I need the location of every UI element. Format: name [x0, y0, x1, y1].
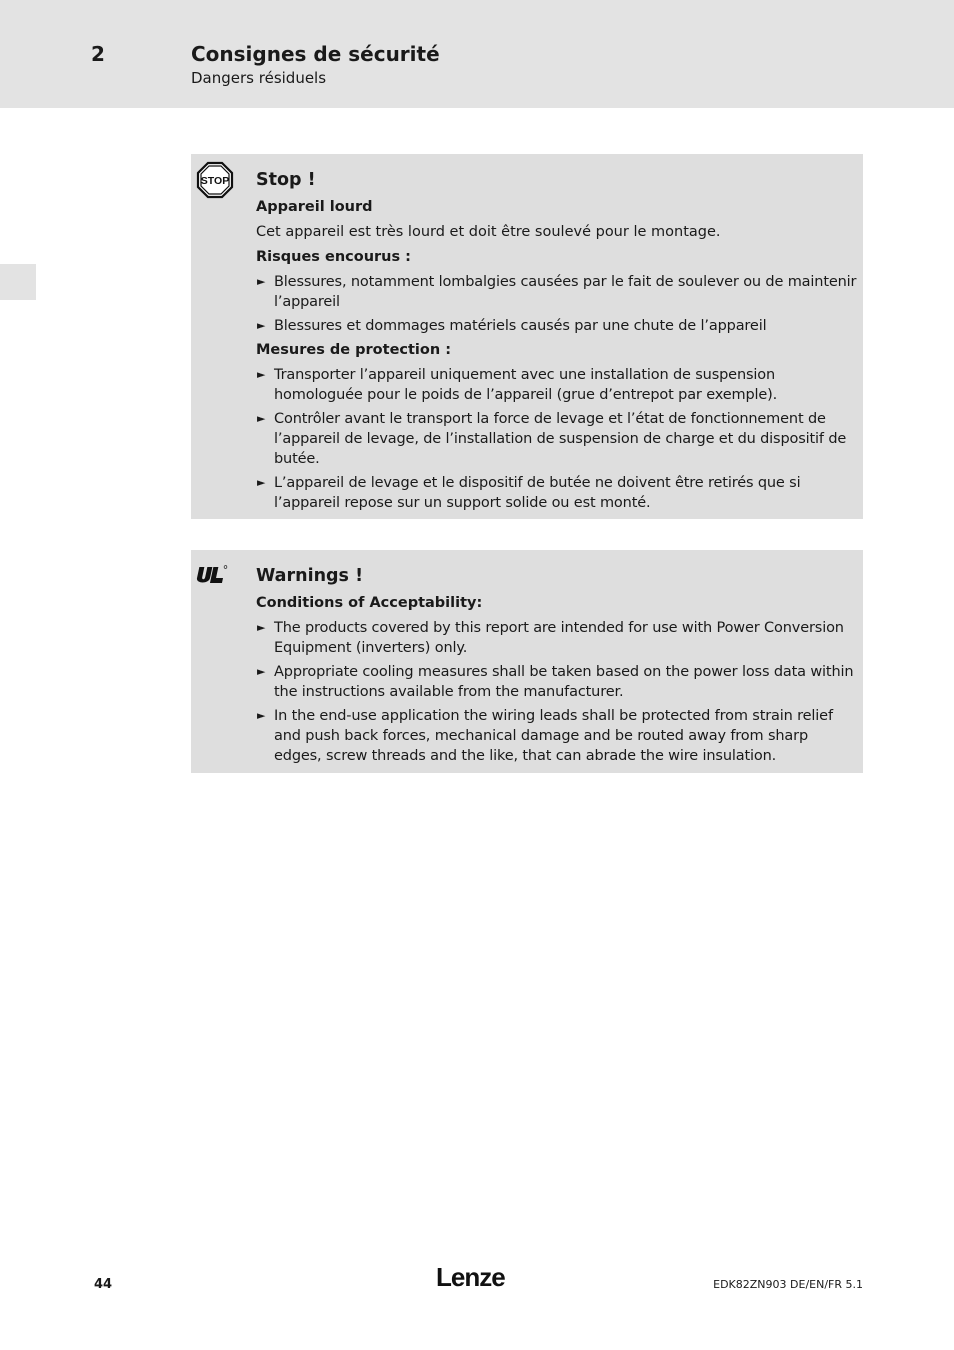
- list-item: ► Blessures, notamment lombalgies causées par le fait de soulever ou de maintenir l’appareil: [256, 272, 857, 312]
- measures-heading: Mesures de protection :: [256, 342, 452, 358]
- conditions-list: [256, 618, 857, 766]
- list-item: ► In the end-use application the wiring leads shall be protected from strain relief and push back forces, mechanical damage and be routed away from sharp edges, screw threads and the like, that can abrade the wire insulation.: [256, 706, 857, 766]
- lenze-logo: Lenze: [436, 1262, 505, 1292]
- list-item: ► Contrôler avant le transport la force de levage et l’état de fonctionnement de l’appareil de levage, de l’installation de suspension de charge et du dispositif de butée.: [256, 409, 857, 469]
- stop-box-intro: Cet appareil est très lourd et doit être soulevé pour le montage.: [256, 224, 721, 240]
- stop-sign-label: STOP: [200, 175, 230, 187]
- ul-warning-box: [191, 550, 863, 773]
- list-item: ► Transporter l’appareil uniquement avec une installation de suspension homologuée pour le poids de l’appareil (grue d’entrepot par exemple).: [256, 365, 857, 405]
- stop-sign-icon: [196, 161, 234, 203]
- document-code: EDK82ZN903 DE/EN/FR 5.1: [713, 1278, 863, 1291]
- ul-recognized-mark-icon: [196, 564, 228, 590]
- page-header: [0, 0, 954, 108]
- page-number: 44: [94, 1277, 113, 1292]
- chapter-number: 2: [91, 42, 105, 66]
- list-item: ► The products covered by this report are intended for use with Power Conversion Equipment (inverters) only.: [256, 618, 857, 658]
- measures-list: [256, 365, 857, 513]
- chapter-side-tab: [0, 264, 36, 300]
- chapter-title: Consignes de sécurité: [191, 42, 440, 66]
- stop-box-subtitle: Appareil lourd: [256, 199, 373, 215]
- conditions-heading: Conditions of Acceptability:: [256, 595, 483, 611]
- risks-heading: Risques encourus :: [256, 249, 411, 265]
- stop-box-title: Stop !: [256, 170, 316, 190]
- ul-box-content: [256, 564, 857, 770]
- list-item: ► Blessures et dommages matériels causés par une chute de l’appareil: [256, 316, 857, 336]
- stop-box-content: [256, 168, 857, 517]
- stop-warning-box: [191, 154, 863, 519]
- risks-list: [256, 272, 857, 336]
- list-item: ► L’appareil de levage et le dispositif de butée ne doivent être retirés que si l’appareil repose sur un support solide ou est monté.: [256, 473, 857, 513]
- list-item: ► Appropriate cooling measures shall be taken based on the power loss data within the instructions available from the manufacturer.: [256, 662, 857, 702]
- section-title: Dangers résiduels: [191, 69, 327, 87]
- ul-box-title: Warnings !: [256, 566, 364, 586]
